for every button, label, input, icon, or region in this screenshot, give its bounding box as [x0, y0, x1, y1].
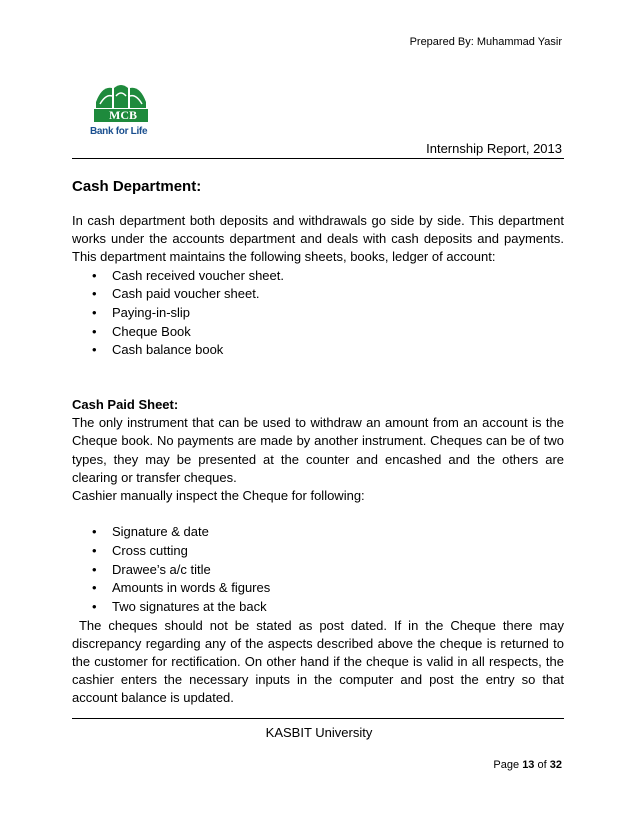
page-number [493, 759, 562, 771]
list-item: • Cash paid voucher sheet. [72, 285, 564, 304]
spacer [72, 505, 564, 523]
page-current: 13 [522, 759, 535, 771]
cash-department-section [72, 212, 564, 360]
footer-university: KASBIT University [265, 725, 373, 740]
list-item: • Cash balance book [72, 341, 564, 360]
list-item: • Cheque Book [72, 323, 564, 342]
logo-tagline: Bank for Life [90, 126, 148, 137]
mcb-logo [90, 80, 152, 142]
list-item: • Amounts in words & figures [72, 579, 564, 598]
page-label: Page [493, 759, 520, 771]
list-item: • Drawee’s a/c title [72, 561, 564, 580]
logo-text: MCB [109, 108, 137, 122]
list-item: • Paying-in-slip [72, 304, 564, 323]
report-title: Internship Report, 2013 [426, 141, 562, 156]
list-item: • Cash received voucher sheet. [72, 267, 564, 286]
header-divider [72, 158, 564, 159]
prepared-by: Prepared By: Muhammad Yasir [409, 36, 562, 48]
page-total: 32 [549, 759, 562, 771]
cash-department-intro: In cash department both deposits and withdrawals go side by side. This department works under the accounts department and deals with cash deposits and payments. This department maintains the following sheets, books, ledger of account: [72, 213, 564, 265]
cash-department-heading: Cash Department: [72, 178, 202, 195]
list-item: • Signature & date [72, 523, 564, 542]
list-item: • Cross cutting [72, 542, 564, 561]
list-item: • Two signatures at the back [72, 598, 564, 617]
page-of: of [537, 759, 547, 771]
cash-paid-sheet-closing: The cheques should not be stated as post dated. If in the Cheque there may discrepancy regarding any of the aspects described above the cheque is returned to the customer for rectification. On other hand if the cheque is valid in all respects, the cashier enters the necessary inputs in the computer and post the entry so that account balance is updated. [72, 617, 568, 706]
cash-paid-sheet-heading: Cash Paid Sheet: [72, 397, 179, 412]
cash-paid-sheet-section [72, 396, 568, 708]
cheque-checklist [72, 523, 564, 616]
cash-paid-sheet-paragraph: The only instrument that can be used to withdraw an amount from an account is the Cheque book. No payments are made by another instrument. Cheques can be of two types, they may be presented at the counter and encashed and the others are clearing or transfer cheques. [72, 415, 564, 485]
cash-department-list [72, 267, 564, 360]
inspect-line: Cashier manually inspect the Cheque for following: [72, 488, 365, 504]
footer-divider [72, 718, 564, 719]
